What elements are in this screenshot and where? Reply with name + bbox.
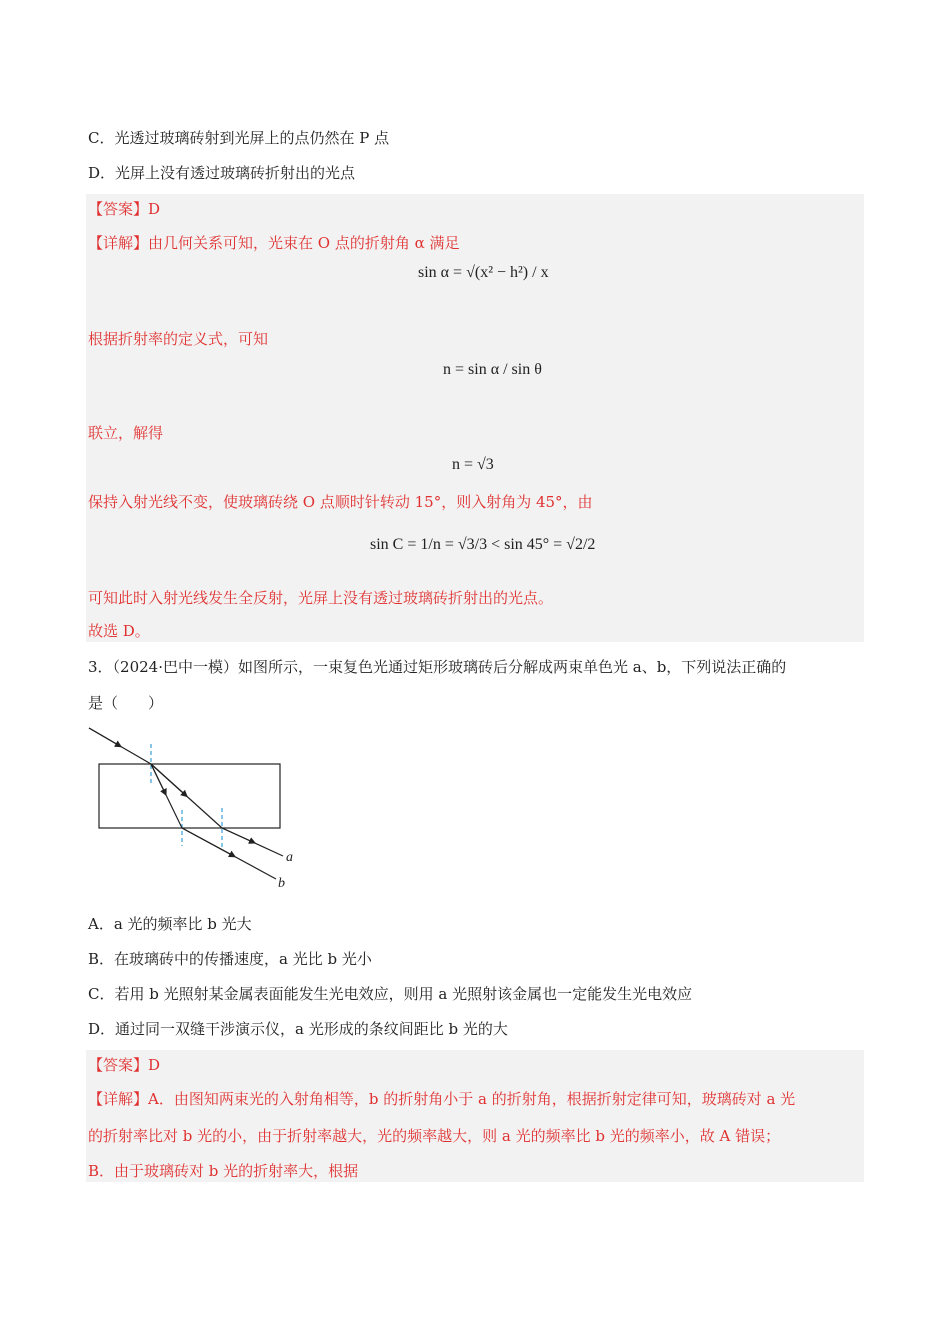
q2-detail-line3: 联立，解得 xyxy=(88,424,164,442)
q2-detail-line1 xyxy=(88,233,460,253)
q3-option-c: C．若用 b 光照射某金属表面能发生光电效应，则用 a 光照射该金属也一定能发生光电效应 xyxy=(88,985,693,1003)
q3-detail-line1 xyxy=(88,1089,795,1109)
incident-ray-arrow xyxy=(89,728,121,747)
q2-option-c: C．光透过玻璃砖射到光屏上的点仍然在 P 点 xyxy=(88,129,390,147)
equation-text: sin α = √(x² − h²) / x xyxy=(418,264,549,281)
equation-text: n = √3 xyxy=(452,456,494,473)
detail-label: 【详解】 xyxy=(88,234,149,252)
ray-a-outside-arrow xyxy=(222,828,255,843)
q2-answer-box xyxy=(86,194,864,642)
ray-a-inside-arrow xyxy=(151,764,187,797)
q3-option-a: A．a 光的频率比 b 光大 xyxy=(88,915,252,933)
ray-b-inside-arrow xyxy=(151,764,166,795)
equation-n xyxy=(443,361,542,379)
label-a: a xyxy=(286,850,293,865)
q3-detail-line3: B．由于玻璃砖对 b 光的折射率大，根据 xyxy=(88,1162,359,1180)
q3-stem-line2: 是（ ） xyxy=(88,694,164,712)
q2-detail-line6: 故选 D。 xyxy=(88,622,150,640)
glass-brick-diagram xyxy=(85,722,315,892)
q2-detail-line4: 保持入射光线不变，使玻璃砖绕 O 点顺时针转动 15°，则入射角为 45°，由 xyxy=(88,493,593,511)
ray-b-outside-arrow xyxy=(182,828,235,857)
detail-text: A．由图知两束光的入射角相等，b 的折射角小于 a 的折射角，根据折射定律可知，玻璃砖对 a 光 xyxy=(148,1090,796,1108)
equation-text: n = sin α / sin θ xyxy=(443,361,542,378)
q2-answer-label: 【答案】D xyxy=(88,200,161,218)
detail-text: 由几何关系可知，光束在 O 点的折射角 α 满足 xyxy=(148,234,460,252)
q2-detail-line5: 可知此时入射光线发生全反射，光屏上没有透过玻璃砖折射出的光点。 xyxy=(88,589,554,607)
q2-detail-line2: 根据折射率的定义式，可知 xyxy=(88,330,269,348)
q3-option-d: D．通过同一双缝干涉演示仪，a 光形成的条纹间距比 b 光的大 xyxy=(88,1020,508,1038)
equation-text: sin C = 1/n = √3/3 < sin 45° = √2/2 xyxy=(370,536,596,553)
q3-option-b: B．在玻璃砖中的传播速度，a 光比 b 光小 xyxy=(88,950,372,968)
q3-detail-line2: 的折射率比对 b 光的小，由于折射率越大，光的频率越大，则 a 光的频率比 b 光的频率小，故 A 错误； xyxy=(88,1127,781,1145)
q2-option-d: D．光屏上没有透过玻璃砖折射出的光点 xyxy=(88,164,356,182)
label-b: b xyxy=(278,876,285,891)
q3-answer-label: 【答案】D xyxy=(88,1056,161,1074)
equation-sin-alpha xyxy=(418,264,549,282)
detail-label: 【详解】 xyxy=(88,1090,149,1108)
equation-n-sqrt3 xyxy=(452,456,494,474)
q3-stem-line1: 3．（2024·巴中一模）如图所示，一束复色光通过矩形玻璃砖后分解成两束单色光 a、b，下列说法正确的 xyxy=(88,658,787,676)
glass-brick xyxy=(99,764,280,828)
equation-sin-c xyxy=(370,536,595,554)
